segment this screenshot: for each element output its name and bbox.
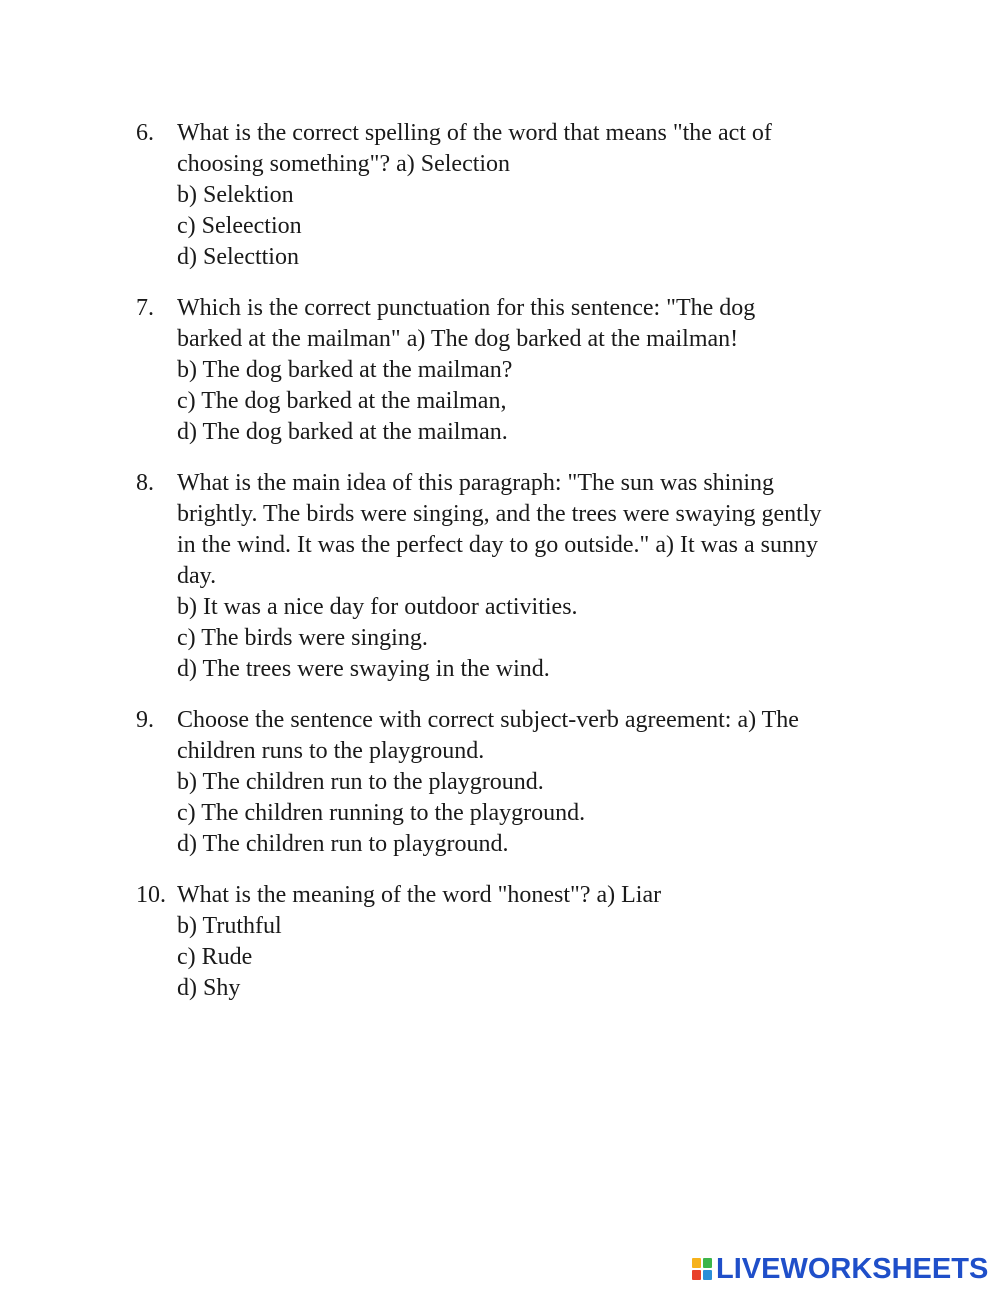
answer-option: c) The dog barked at the mailman, bbox=[177, 388, 507, 414]
question-stem-line: day. bbox=[177, 563, 217, 589]
question-body bbox=[177, 880, 889, 1004]
answer-option: c) The birds were singing. bbox=[177, 625, 428, 651]
question-body bbox=[177, 468, 889, 685]
question-stem-line: choosing something"? a) Selection bbox=[177, 151, 511, 177]
logo-square bbox=[703, 1270, 712, 1280]
liveworksheets-brand[interactable] bbox=[692, 1253, 988, 1285]
logo-square bbox=[703, 1258, 712, 1268]
question-stem-line: brightly. The birds were singing, and the trees were swaying gently bbox=[177, 501, 822, 527]
question-stem-line: What is the meaning of the word "honest"? a) Liar bbox=[177, 882, 662, 908]
question-stem-line: Choose the sentence with correct subject-verb agreement: a) The bbox=[177, 707, 799, 733]
answer-option: c) Rude bbox=[177, 944, 253, 970]
answer-option: d) The trees were swaying in the wind. bbox=[177, 656, 550, 682]
question-stem-line: in the wind. It was the perfect day to go outside." a) It was a sunny bbox=[177, 532, 818, 558]
logo-square bbox=[692, 1270, 701, 1280]
question-number: 9. bbox=[136, 707, 154, 733]
answer-option: d) Selecttion bbox=[177, 244, 299, 270]
answer-option: d) The children run to playground. bbox=[177, 831, 509, 857]
question-number: 10. bbox=[136, 882, 166, 908]
question-stem-line: What is the main idea of this paragraph: "The sun was shining bbox=[177, 470, 774, 496]
question-stem-line: Which is the correct punctuation for this sentence: "The dog bbox=[177, 295, 756, 321]
answer-option: b) The dog barked at the mailman? bbox=[177, 357, 513, 383]
answer-option: c) The children running to the playground. bbox=[177, 800, 586, 826]
question-body bbox=[177, 118, 889, 273]
question-stem-line: What is the correct spelling of the word that means "the act of bbox=[177, 120, 772, 146]
question-stem-line: barked at the mailman" a) The dog barked at the mailman! bbox=[177, 326, 739, 352]
question-number: 6. bbox=[136, 120, 154, 146]
question-number: 8. bbox=[136, 470, 154, 496]
answer-option: d) The dog barked at the mailman. bbox=[177, 419, 508, 445]
answer-option: b) Truthful bbox=[177, 913, 282, 939]
question-stem-line: children runs to the playground. bbox=[177, 738, 485, 764]
answer-option: c) Seleection bbox=[177, 213, 302, 239]
answer-option: b) Selektion bbox=[177, 182, 294, 208]
liveworksheets-logo-icon bbox=[692, 1258, 712, 1280]
question-number: 7. bbox=[136, 295, 154, 321]
question-body bbox=[177, 293, 889, 448]
brand-name: LIVEWORKSHEETS bbox=[716, 1253, 989, 1285]
answer-option: b) The children run to the playground. bbox=[177, 769, 544, 795]
question-body bbox=[177, 705, 889, 860]
answer-option: b) It was a nice day for outdoor activities. bbox=[177, 594, 578, 620]
logo-square bbox=[692, 1258, 701, 1268]
answer-option: d) Shy bbox=[177, 975, 241, 1001]
